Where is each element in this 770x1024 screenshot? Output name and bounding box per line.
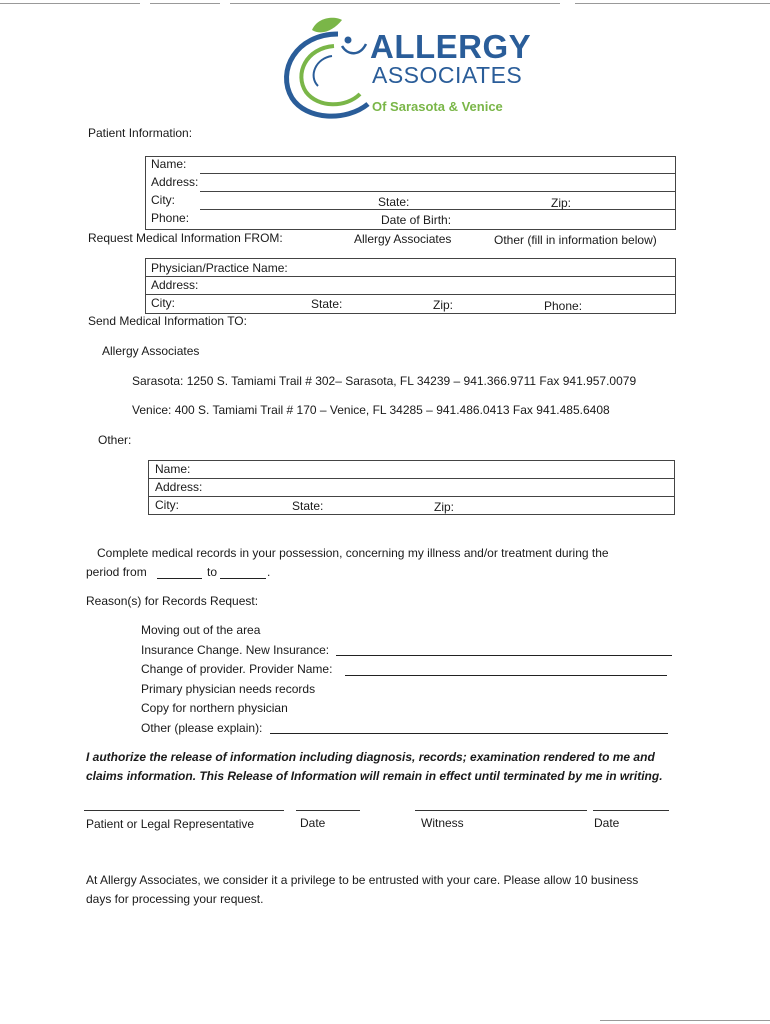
send-to-heading: Send Medical Information TO: [88, 314, 247, 328]
provider-name-field[interactable] [345, 662, 667, 676]
logo-line3: Of Sarasota & Venice [372, 99, 503, 114]
date1-label: Date [300, 816, 326, 830]
authorization-line1: I authorize the release of information including diagnosis, records; examination rendered to me and [86, 750, 655, 764]
send-to-other-box [148, 460, 675, 515]
reason-item[interactable]: Other (please explain): [141, 721, 263, 735]
date2-label: Date [594, 816, 620, 830]
authorization-line2: claims information. This Release of Information will remain in effect until terminated by me in writing. [86, 769, 663, 783]
patient-name-label: Name: [151, 157, 187, 171]
from-city-label: City: [151, 296, 175, 310]
date1-signature-line[interactable] [296, 810, 360, 811]
row-divider [200, 191, 676, 192]
patient-dob-label: Date of Birth: [381, 213, 452, 227]
other-address-label: Address: [155, 480, 203, 494]
request-from-heading: Request Medical Information FROM: [88, 231, 283, 245]
row-divider [148, 496, 675, 497]
reason-item[interactable]: Insurance Change. New Insurance: [141, 643, 330, 657]
reason-item[interactable]: Change of provider. Provider Name: [141, 662, 333, 676]
witness-signature-line[interactable] [415, 810, 587, 811]
records-period-end: . [267, 565, 271, 579]
from-zip-label: Zip: [433, 298, 454, 312]
date2-signature-line[interactable] [593, 810, 669, 811]
records-period-to: to [207, 565, 218, 579]
row-divider [145, 276, 676, 277]
period-to-field[interactable] [220, 565, 266, 579]
physician-label: Physician/Practice Name: [151, 261, 288, 275]
patient-city-label: City: [151, 193, 175, 207]
request-from-allergy-option[interactable]: Allergy Associates [354, 232, 452, 246]
patient-address-label: Address: [151, 175, 199, 189]
patient-info-heading: Patient Information: [88, 126, 193, 140]
reason-item[interactable]: Primary physician needs records [141, 682, 316, 696]
footer-line2: days for processing your request. [86, 892, 264, 906]
other-zip-label: Zip: [434, 500, 455, 514]
row-divider [200, 209, 676, 210]
logo [276, 16, 536, 120]
scan-artifact-line [150, 3, 220, 4]
reason-item[interactable]: Moving out of the area [141, 623, 261, 637]
send-to-allergy[interactable]: Allergy Associates [102, 344, 200, 358]
scan-artifact-line [230, 3, 560, 4]
row-divider [200, 173, 676, 174]
reasons-heading: Reason(s) for Records Request: [86, 594, 259, 608]
send-to-other[interactable]: Other: [98, 433, 132, 447]
other-state-label: State: [292, 499, 324, 513]
patient-state-label: State: [378, 195, 410, 209]
patient-signature-line[interactable] [84, 810, 284, 811]
logo-swirl-icon [276, 16, 376, 120]
records-period-from: period from [86, 565, 147, 579]
logo-line2: ASSOCIATES [372, 62, 523, 88]
from-state-label: State: [311, 297, 343, 311]
other-explain-field[interactable] [270, 720, 668, 734]
from-phone-label: Phone: [544, 299, 583, 313]
patient-phone-label: Phone: [151, 211, 190, 225]
reason-item[interactable]: Copy for northern physician [141, 701, 288, 715]
patient-signature-label: Patient or Legal Representative [86, 817, 255, 831]
row-divider [145, 294, 676, 295]
request-from-other-option[interactable]: Other (fill in information below) [494, 233, 657, 247]
scan-artifact-line [575, 3, 770, 4]
records-line1: Complete medical records in your possession, concerning my illness and/or treatment during the [97, 546, 609, 560]
logo-line1: ALLERGY [370, 28, 532, 65]
footer-line1: At Allergy Associates, we consider it a privilege to be entrusted with your care. Please allow 10 business [86, 873, 639, 887]
from-address-label: Address: [151, 278, 199, 292]
other-city-label: City: [155, 498, 179, 512]
scan-artifact-line [0, 3, 140, 4]
venice-address: Venice: 400 S. Tamiami Trail # 170 – Venice, FL 34285 – 941.486.0413 Fax 941.485.6408 [132, 403, 610, 417]
other-name-label: Name: [155, 462, 191, 476]
period-from-field[interactable] [157, 565, 202, 579]
new-insurance-field[interactable] [336, 642, 672, 656]
patient-zip-label: Zip: [551, 196, 572, 210]
row-divider [148, 478, 675, 479]
witness-label: Witness [421, 816, 464, 830]
sarasota-address: Sarasota: 1250 S. Tamiami Trail # 302– Sarasota, FL 34239 – 941.366.9711 Fax 941.957.0079 [132, 374, 637, 388]
scan-artifact-line [600, 1020, 770, 1021]
